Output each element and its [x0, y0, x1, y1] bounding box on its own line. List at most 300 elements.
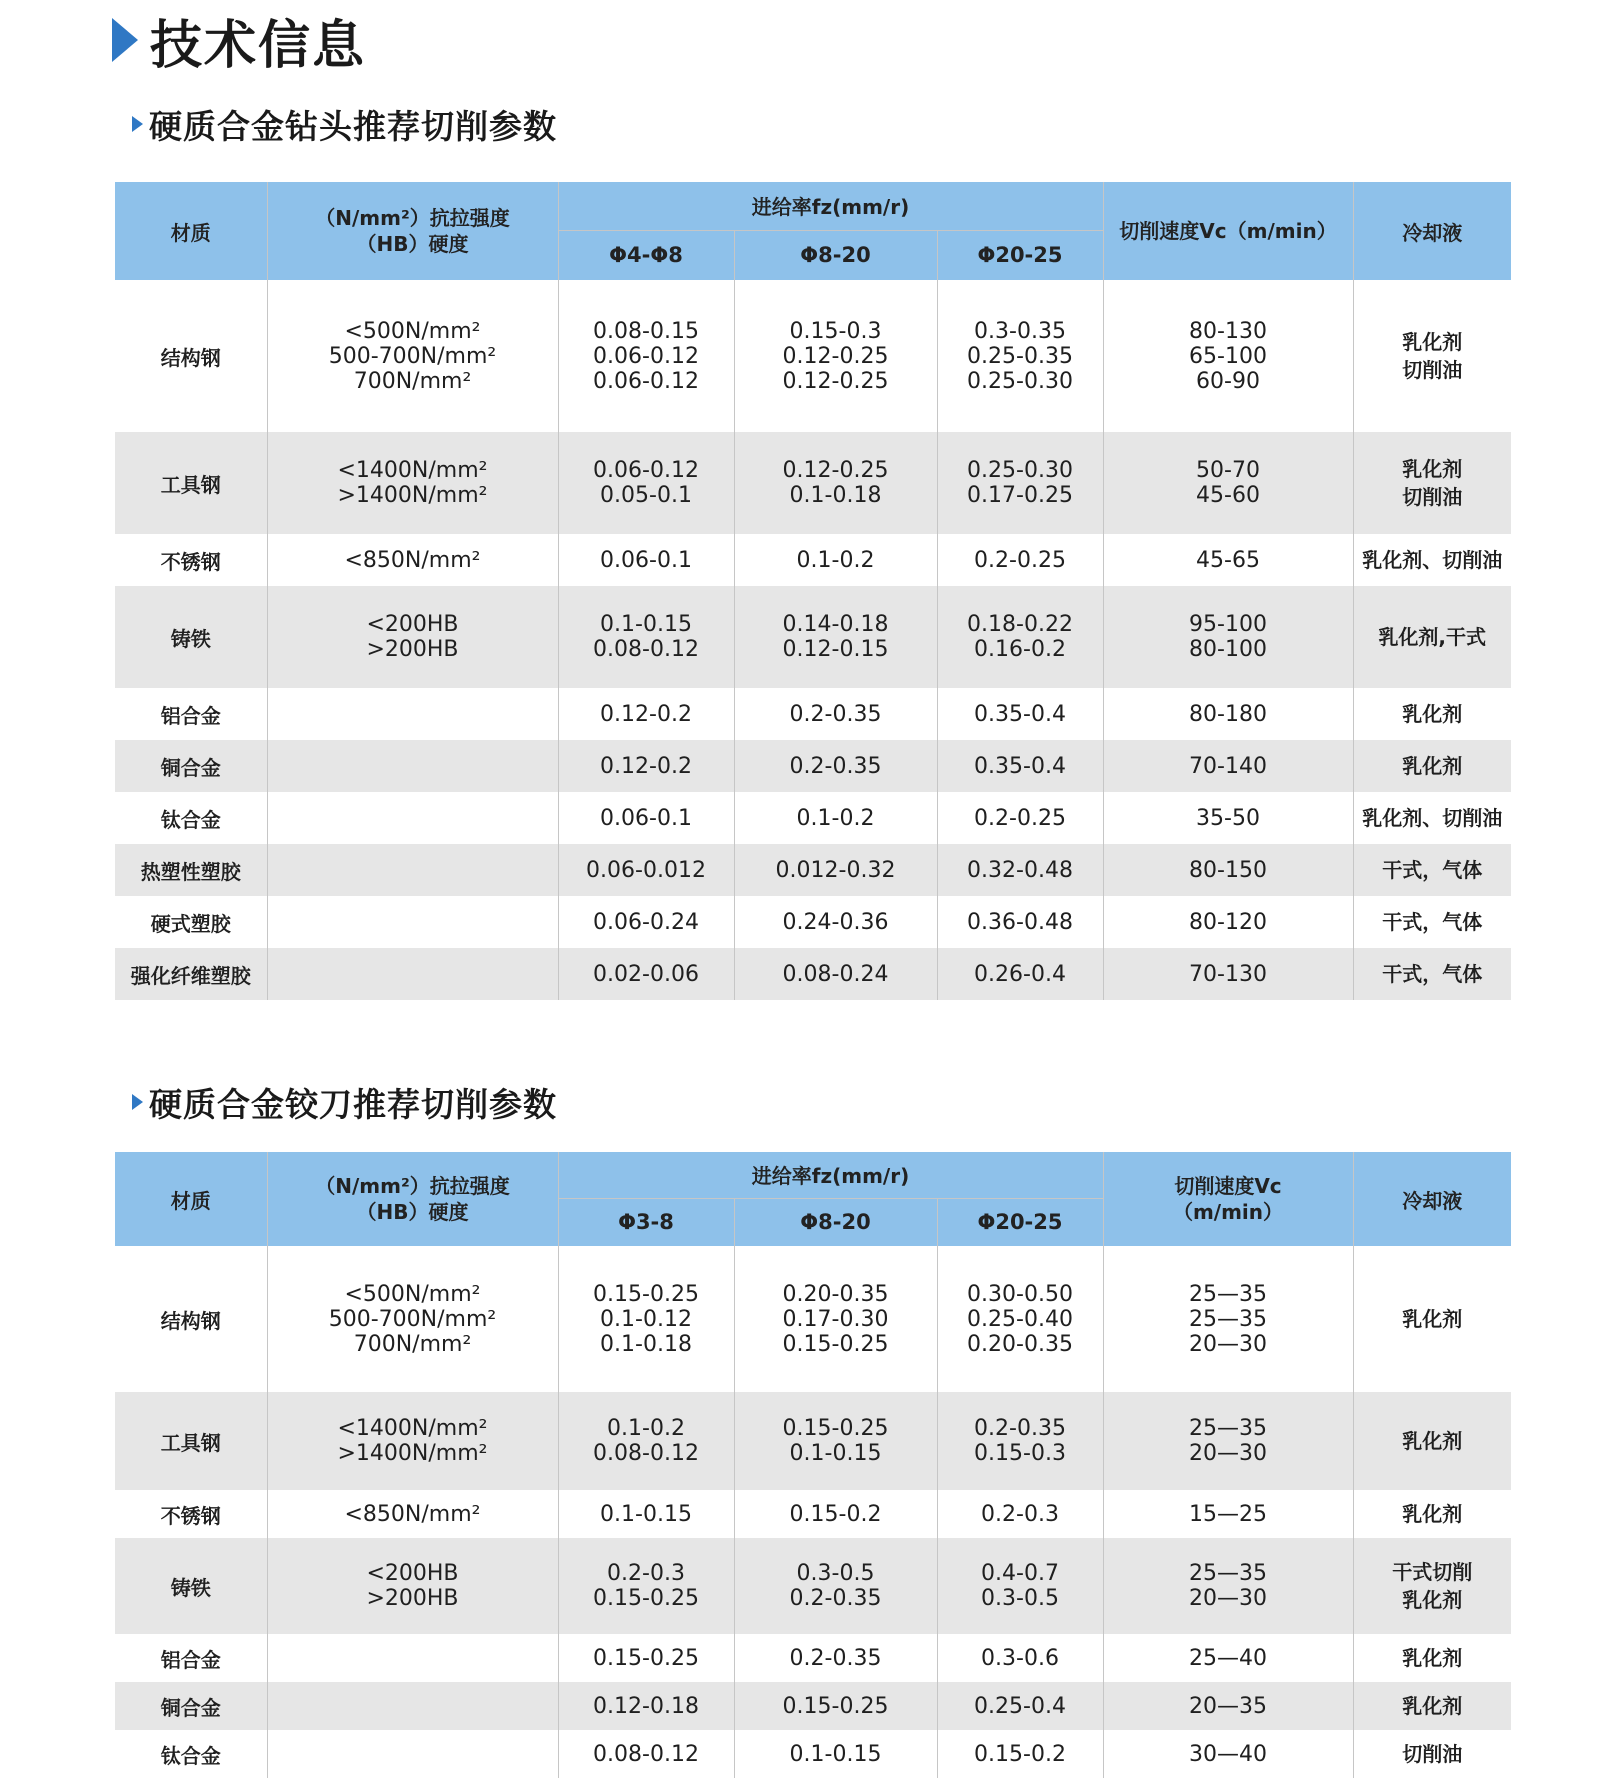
strength-cell-value: <500N/mm²: [344, 318, 481, 344]
coolant-cell: [1353, 1490, 1511, 1538]
feed-d3-cell: [937, 844, 1103, 896]
coolant-cell-value: 乳化剂: [1402, 1588, 1463, 1612]
feed-d2-cell: [734, 432, 937, 534]
feed-d1-cell-value: 0.1-0.18: [600, 1331, 692, 1357]
coolant-cell: [1353, 844, 1511, 896]
table-row: [115, 948, 1511, 1000]
feed-d2-cell-value: 0.15-0.3: [789, 318, 882, 344]
feed-d3-cell: [937, 280, 1103, 432]
cutting-speed-cell-value: 20—30: [1189, 1331, 1267, 1357]
cutting-speed-cell: [1103, 688, 1353, 740]
cutting-speed-cell: [1103, 586, 1353, 688]
feed-d3-cell-value: 0.25-0.35: [967, 343, 1073, 369]
strength-cell-value: >1400N/mm²: [337, 483, 488, 508]
feed-d2-cell-value: 0.1-0.15: [789, 1741, 882, 1767]
strength-cell: [267, 1538, 558, 1634]
cutting-speed-cell-value: 95-100: [1189, 612, 1267, 637]
strength-cell: [267, 1634, 558, 1682]
material-cell: 铜合金: [115, 740, 267, 792]
feed-d1-cell-value: 0.08-0.12: [593, 637, 699, 662]
coolant-cell-value: 乳化剂: [1402, 1694, 1463, 1718]
table-row: [115, 740, 1511, 792]
feed-d1-cell: [558, 1490, 734, 1538]
strength-cell: [267, 432, 558, 534]
feed-d3-cell-value: 0.2-0.25: [974, 547, 1066, 573]
cutting-speed-cell-value: 80-150: [1189, 857, 1267, 883]
drill-section-title: [132, 104, 557, 144]
feed-d1-cell: [558, 688, 734, 740]
feed-d2-cell-value: 0.2-0.35: [789, 1645, 882, 1671]
cutting-speed-cell: [1103, 534, 1353, 586]
coolant-cell-value: 干式，气体: [1382, 962, 1483, 986]
material-cell: 结构钢: [115, 280, 267, 432]
feed-d1-cell: [558, 1392, 734, 1490]
coolant-cell-value: 乳化剂: [1402, 1502, 1463, 1526]
feed-d1-cell-value: 0.05-0.1: [600, 483, 692, 508]
table-row: [115, 1392, 1511, 1490]
feed-d3-cell-value: 0.36-0.48: [967, 909, 1073, 935]
feed-d3-cell-value: 0.18-0.22: [967, 612, 1073, 637]
header-feed-rate: 进给率fz(mm/r): [558, 1152, 1103, 1198]
cutting-speed-cell: [1103, 792, 1353, 844]
strength-cell-value: >1400N/mm²: [337, 1441, 488, 1466]
cutting-speed-cell: [1103, 1538, 1353, 1634]
header-strength: [267, 182, 558, 280]
feed-d1-cell-value: 0.06-0.1: [600, 805, 692, 831]
strength-cell: [267, 534, 558, 586]
feed-d2-cell-value: 0.1-0.18: [789, 483, 882, 508]
coolant-cell: [1353, 586, 1511, 688]
strength-cell-value: >200HB: [366, 637, 459, 662]
header-diameter-3: Φ20-25: [937, 1198, 1103, 1246]
strength-cell-value: 700N/mm²: [353, 1331, 472, 1357]
feed-d3-cell-value: 0.16-0.2: [974, 637, 1066, 662]
coolant-cell-value: 乳化剂,干式: [1378, 625, 1487, 649]
cutting-speed-cell-value: 45-65: [1196, 547, 1260, 573]
coolant-cell: [1353, 1538, 1511, 1634]
strength-cell-value: <200HB: [366, 1561, 459, 1586]
feed-d1-cell: [558, 740, 734, 792]
feed-d1-cell-value: 0.1-0.15: [600, 612, 692, 637]
feed-d1-cell-value: 0.08-0.15: [593, 318, 699, 344]
strength-cell: [267, 948, 558, 1000]
coolant-cell: [1353, 432, 1511, 534]
feed-d1-cell: [558, 1730, 734, 1778]
feed-d1-cell: [558, 844, 734, 896]
strength-cell: [267, 1392, 558, 1490]
material-cell: 不锈钢: [115, 1490, 267, 1538]
cutting-speed-cell-value: 25—35: [1189, 1281, 1267, 1307]
strength-cell-value: <1400N/mm²: [337, 1416, 488, 1441]
strength-cell: [267, 586, 558, 688]
feed-d1-cell-value: 0.12-0.2: [600, 753, 692, 779]
section-triangle-icon: [132, 116, 143, 132]
material-cell: 钛合金: [115, 792, 267, 844]
coolant-cell-value: 乳化剂: [1402, 1646, 1463, 1670]
feed-d3-cell-value: 0.25-0.40: [967, 1306, 1073, 1332]
feed-d2-cell: [734, 1490, 937, 1538]
coolant-cell-value: 乳化剂: [1402, 457, 1463, 481]
feed-d3-cell: [937, 586, 1103, 688]
coolant-cell-value: 干式切削: [1392, 1560, 1473, 1584]
feed-d3-cell-value: 0.17-0.25: [967, 483, 1073, 508]
feed-d1-cell: [558, 534, 734, 586]
feed-d3-cell-value: 0.30-0.50: [967, 1281, 1073, 1307]
feed-d3-cell: [937, 1634, 1103, 1682]
table-row: [115, 280, 1511, 432]
feed-d3-cell: [937, 1392, 1103, 1490]
feed-d2-cell-value: 0.12-0.25: [782, 368, 889, 394]
feed-d2-cell: [734, 1730, 937, 1778]
table-row: [115, 1538, 1511, 1634]
strength-cell-value: <850N/mm²: [344, 1501, 481, 1527]
cutting-speed-cell-value: 30—40: [1189, 1741, 1267, 1767]
strength-cell-value: 500-700N/mm²: [328, 1306, 497, 1332]
feed-d1-cell-value: 0.06-0.12: [593, 368, 699, 394]
cutting-speed-cell-value: 80-100: [1189, 637, 1267, 662]
feed-d3-cell-value: 0.3-0.35: [974, 318, 1066, 344]
feed-d2-cell: [734, 1246, 937, 1392]
table-row: [115, 432, 1511, 534]
feed-d2-cell-value: 0.15-0.25: [782, 1331, 889, 1357]
feed-d2-cell-value: 0.15-0.25: [782, 1416, 889, 1441]
feed-d1-cell-value: 0.06-0.24: [593, 909, 699, 935]
reamer-parameter-table: [115, 1152, 1511, 1778]
cutting-speed-cell: [1103, 1730, 1353, 1778]
coolant-cell: [1353, 280, 1511, 432]
cutting-speed-cell-value: 25—35: [1189, 1306, 1267, 1332]
feed-d1-cell-value: 0.15-0.25: [593, 1586, 699, 1611]
strength-cell: [267, 792, 558, 844]
feed-d2-cell-value: 0.2-0.35: [789, 753, 882, 779]
feed-d3-cell-value: 0.35-0.4: [974, 753, 1066, 779]
header-diameter-1: Φ4-Φ8: [558, 230, 734, 280]
cutting-speed-cell-value: 15—25: [1189, 1501, 1267, 1527]
feed-d1-cell: [558, 1246, 734, 1392]
feed-d2-cell-value: 0.14-0.18: [782, 612, 889, 637]
feed-d3-cell-value: 0.35-0.4: [974, 701, 1066, 727]
header-speed-line1: 切削速度Vc（m/min）: [1119, 219, 1337, 243]
feed-d3-cell: [937, 740, 1103, 792]
feed-d3-cell-value: 0.2-0.35: [974, 1416, 1066, 1441]
header-speed-line2: （m/min）: [1172, 1200, 1284, 1224]
header-diameter-1: Φ3-8: [558, 1198, 734, 1246]
cutting-speed-cell: [1103, 280, 1353, 432]
cutting-speed-cell: [1103, 432, 1353, 534]
coolant-cell: [1353, 1246, 1511, 1392]
feed-d1-cell-value: 0.06-0.012: [586, 857, 706, 883]
feed-d3-cell-value: 0.15-0.3: [974, 1441, 1066, 1466]
feed-d3-cell: [937, 1490, 1103, 1538]
cutting-speed-cell-value: 80-120: [1189, 909, 1267, 935]
coolant-cell: [1353, 740, 1511, 792]
material-cell: 铝合金: [115, 1634, 267, 1682]
cutting-speed-cell: [1103, 948, 1353, 1000]
coolant-cell: [1353, 1634, 1511, 1682]
cutting-speed-cell-value: 25—35: [1189, 1561, 1267, 1586]
strength-cell-value: 700N/mm²: [353, 368, 472, 394]
page-title-text: 技术信息: [150, 15, 367, 76]
feed-d2-cell-value: 0.1-0.2: [796, 805, 875, 831]
feed-d1-cell-value: 0.1-0.15: [600, 1501, 692, 1527]
table-row: [115, 896, 1511, 948]
feed-d1-cell: [558, 1538, 734, 1634]
cutting-speed-cell-value: 20—30: [1189, 1586, 1267, 1611]
header-diameter-3: Φ20-25: [937, 230, 1103, 280]
header-strength-line2: （HB）硬度: [356, 1200, 469, 1224]
feed-d2-cell-value: 0.15-0.2: [789, 1501, 882, 1527]
feed-d1-cell-value: 0.12-0.2: [600, 701, 692, 727]
feed-d1-cell-value: 0.1-0.12: [600, 1306, 692, 1332]
header-coolant: 冷却液: [1353, 182, 1511, 280]
feed-d3-cell-value: 0.25-0.30: [967, 368, 1073, 394]
material-cell: 工具钢: [115, 432, 267, 534]
coolant-cell: [1353, 534, 1511, 586]
header-coolant: 冷却液: [1353, 1152, 1511, 1246]
feed-d2-cell-value: 0.24-0.36: [782, 909, 889, 935]
header-speed-line1: 切削速度Vc: [1174, 1174, 1282, 1198]
feed-d3-cell: [937, 1246, 1103, 1392]
header-diameter-2: Φ8-20: [734, 230, 937, 280]
feed-d3-cell-value: 0.3-0.5: [981, 1586, 1059, 1611]
feed-d1-cell-value: 0.08-0.12: [593, 1741, 699, 1767]
coolant-cell-value: 乳化剂: [1402, 702, 1463, 726]
coolant-cell-value: 乳化剂: [1402, 754, 1463, 778]
feed-d1-cell-value: 0.15-0.25: [593, 1281, 699, 1307]
feed-d3-cell: [937, 1538, 1103, 1634]
coolant-cell: [1353, 792, 1511, 844]
material-cell: 结构钢: [115, 1246, 267, 1392]
coolant-cell: [1353, 1392, 1511, 1490]
header-feed-rate: 进给率fz(mm/r): [558, 182, 1103, 230]
feed-d2-cell-value: 0.2-0.35: [789, 701, 882, 727]
table-row: [115, 1490, 1511, 1538]
strength-cell-value: 500-700N/mm²: [328, 343, 497, 369]
cutting-speed-cell-value: 80-130: [1189, 318, 1267, 344]
feed-d2-cell: [734, 1392, 937, 1490]
feed-d1-cell: [558, 948, 734, 1000]
header-cutting-speed: [1103, 182, 1353, 280]
feed-d1-cell-value: 0.2-0.3: [607, 1561, 685, 1586]
cutting-speed-cell-value: 50-70: [1196, 458, 1260, 483]
material-cell: 热塑性塑胶: [115, 844, 267, 896]
cutting-speed-cell: [1103, 1490, 1353, 1538]
cutting-speed-cell: [1103, 1246, 1353, 1392]
strength-cell: [267, 844, 558, 896]
feed-d1-cell-value: 0.06-0.1: [600, 547, 692, 573]
coolant-cell-value: 干式，气体: [1382, 910, 1483, 934]
feed-d2-cell-value: 0.12-0.15: [782, 637, 889, 662]
feed-d2-cell-value: 0.3-0.5: [796, 1561, 875, 1586]
table-row: [115, 1634, 1511, 1682]
header-material: 材质: [115, 1152, 267, 1246]
drill-parameter-table: [115, 182, 1511, 1000]
coolant-cell-value: 切削油: [1402, 358, 1463, 382]
header-strength-line1: （N/mm²）抗拉强度: [315, 206, 510, 230]
header-strength-line1: （N/mm²）抗拉强度: [315, 1174, 510, 1198]
title-triangle-icon: [112, 18, 138, 62]
strength-cell-value: <500N/mm²: [344, 1281, 481, 1307]
strength-cell: [267, 688, 558, 740]
cutting-speed-cell-value: 25—35: [1189, 1416, 1267, 1441]
feed-d3-cell: [937, 534, 1103, 586]
cutting-speed-cell: [1103, 1634, 1353, 1682]
cutting-speed-cell-value: 65-100: [1189, 343, 1267, 369]
feed-d1-cell: [558, 586, 734, 688]
feed-d2-cell: [734, 688, 937, 740]
feed-d3-cell: [937, 1682, 1103, 1730]
coolant-cell-value: 干式，气体: [1382, 858, 1483, 882]
strength-cell-value: <200HB: [366, 612, 459, 637]
material-cell: 铜合金: [115, 1682, 267, 1730]
strength-cell-value: <850N/mm²: [344, 547, 481, 573]
feed-d3-cell-value: 0.4-0.7: [981, 1561, 1059, 1586]
cutting-speed-cell-value: 45-60: [1196, 483, 1260, 508]
feed-d2-cell: [734, 740, 937, 792]
material-cell: 工具钢: [115, 1392, 267, 1490]
coolant-cell-value: 切削油: [1402, 1742, 1463, 1766]
feed-d3-cell-value: 0.3-0.6: [981, 1645, 1059, 1671]
material-cell: 不锈钢: [115, 534, 267, 586]
coolant-cell-value: 乳化剂: [1402, 330, 1463, 354]
feed-d1-cell-value: 0.1-0.2: [607, 1416, 685, 1441]
material-cell: 硬式塑胶: [115, 896, 267, 948]
feed-d3-cell-value: 0.2-0.25: [974, 805, 1066, 831]
cutting-speed-cell: [1103, 896, 1353, 948]
table-row: [115, 792, 1511, 844]
reamer-section-title: [132, 1082, 557, 1122]
header-cutting-speed: [1103, 1152, 1353, 1246]
cutting-speed-cell: [1103, 1392, 1353, 1490]
strength-cell: [267, 740, 558, 792]
feed-d1-cell: [558, 1634, 734, 1682]
feed-d1-cell: [558, 896, 734, 948]
coolant-cell: [1353, 1730, 1511, 1778]
feed-d2-cell: [734, 534, 937, 586]
coolant-cell: [1353, 688, 1511, 740]
coolant-cell: [1353, 948, 1511, 1000]
feed-d2-cell-value: 0.17-0.30: [782, 1306, 889, 1332]
feed-d1-cell-value: 0.06-0.12: [593, 458, 699, 483]
feed-d2-cell: [734, 1682, 937, 1730]
coolant-cell-value: 乳化剂、切削油: [1362, 548, 1503, 572]
table-row: [115, 1730, 1511, 1778]
feed-d3-cell-value: 0.26-0.4: [974, 961, 1066, 987]
table-row: [115, 586, 1511, 688]
coolant-cell: [1353, 1682, 1511, 1730]
feed-d2-cell-value: 0.12-0.25: [782, 343, 889, 369]
table-row: [115, 844, 1511, 896]
feed-d3-cell-value: 0.25-0.30: [967, 458, 1073, 483]
feed-d2-cell-value: 0.12-0.25: [782, 458, 889, 483]
cutting-speed-cell: [1103, 844, 1353, 896]
material-cell: 钛合金: [115, 1730, 267, 1778]
feed-d3-cell-value: 0.20-0.35: [967, 1331, 1073, 1357]
coolant-cell-value: 乳化剂、切削油: [1362, 806, 1503, 830]
strength-cell: [267, 1490, 558, 1538]
feed-d2-cell: [734, 1538, 937, 1634]
feed-d1-cell-value: 0.02-0.06: [593, 961, 699, 987]
feed-d1-cell-value: 0.06-0.12: [593, 343, 699, 369]
feed-d3-cell-value: 0.32-0.48: [967, 857, 1073, 883]
table-row: [115, 1246, 1511, 1392]
coolant-cell-value: 乳化剂: [1402, 1307, 1463, 1331]
feed-d1-cell-value: 0.08-0.12: [593, 1441, 699, 1466]
feed-d3-cell: [937, 948, 1103, 1000]
feed-d3-cell: [937, 432, 1103, 534]
header-diameter-2: Φ8-20: [734, 1198, 937, 1246]
header-material: 材质: [115, 182, 267, 280]
feed-d3-cell-value: 0.25-0.4: [974, 1693, 1066, 1719]
table-row: [115, 688, 1511, 740]
feed-d2-cell-value: 0.08-0.24: [782, 961, 889, 987]
coolant-cell-value: 切削油: [1402, 485, 1463, 509]
strength-cell-value: <1400N/mm²: [337, 458, 488, 483]
feed-d1-cell: [558, 280, 734, 432]
coolant-cell-value: 乳化剂: [1402, 1429, 1463, 1453]
feed-d2-cell-value: 0.1-0.2: [796, 547, 875, 573]
material-cell: 铸铁: [115, 1538, 267, 1634]
feed-d3-cell: [937, 1730, 1103, 1778]
strength-cell: [267, 1682, 558, 1730]
material-cell: 铸铁: [115, 586, 267, 688]
table-row: [115, 534, 1511, 586]
cutting-speed-cell-value: 25—40: [1189, 1645, 1267, 1671]
strength-cell: [267, 1730, 558, 1778]
feed-d3-cell: [937, 688, 1103, 740]
feed-d2-cell: [734, 280, 937, 432]
cutting-speed-cell-value: 35-50: [1196, 805, 1260, 831]
cutting-speed-cell-value: 20—30: [1189, 1441, 1267, 1466]
material-cell: 铝合金: [115, 688, 267, 740]
drill-section-title-text: 硬质合金钻头推荐切削参数: [149, 106, 557, 146]
section-triangle-icon: [132, 1094, 143, 1110]
feed-d3-cell-value: 0.15-0.2: [974, 1741, 1066, 1767]
feed-d1-cell-value: 0.12-0.18: [593, 1693, 699, 1719]
cutting-speed-cell: [1103, 740, 1353, 792]
feed-d1-cell: [558, 432, 734, 534]
feed-d1-cell-value: 0.15-0.25: [593, 1645, 699, 1671]
reamer-section-title-text: 硬质合金铰刀推荐切削参数: [149, 1084, 557, 1124]
cutting-speed-cell-value: 60-90: [1196, 368, 1260, 394]
strength-cell: [267, 1246, 558, 1392]
feed-d2-cell: [734, 948, 937, 1000]
feed-d2-cell: [734, 896, 937, 948]
feed-d2-cell-value: 0.1-0.15: [789, 1441, 882, 1466]
material-cell: 强化纤维塑胶: [115, 948, 267, 1000]
feed-d3-cell: [937, 896, 1103, 948]
strength-cell: [267, 896, 558, 948]
cutting-speed-cell-value: 80-180: [1189, 701, 1267, 727]
strength-cell: [267, 280, 558, 432]
header-strength: [267, 1152, 558, 1246]
feed-d2-cell-value: 0.2-0.35: [789, 1586, 882, 1611]
feed-d2-cell: [734, 792, 937, 844]
feed-d2-cell-value: 0.012-0.32: [775, 857, 896, 883]
feed-d1-cell: [558, 792, 734, 844]
cutting-speed-cell-value: 20—35: [1189, 1693, 1267, 1719]
feed-d2-cell-value: 0.20-0.35: [782, 1281, 889, 1307]
page-title: [112, 6, 366, 74]
strength-cell-value: >200HB: [366, 1586, 459, 1611]
feed-d2-cell: [734, 1634, 937, 1682]
feed-d2-cell-value: 0.15-0.25: [782, 1693, 889, 1719]
header-strength-line2: （HB）硬度: [356, 232, 469, 256]
cutting-speed-cell: [1103, 1682, 1353, 1730]
feed-d2-cell: [734, 586, 937, 688]
feed-d1-cell: [558, 1682, 734, 1730]
feed-d2-cell: [734, 844, 937, 896]
